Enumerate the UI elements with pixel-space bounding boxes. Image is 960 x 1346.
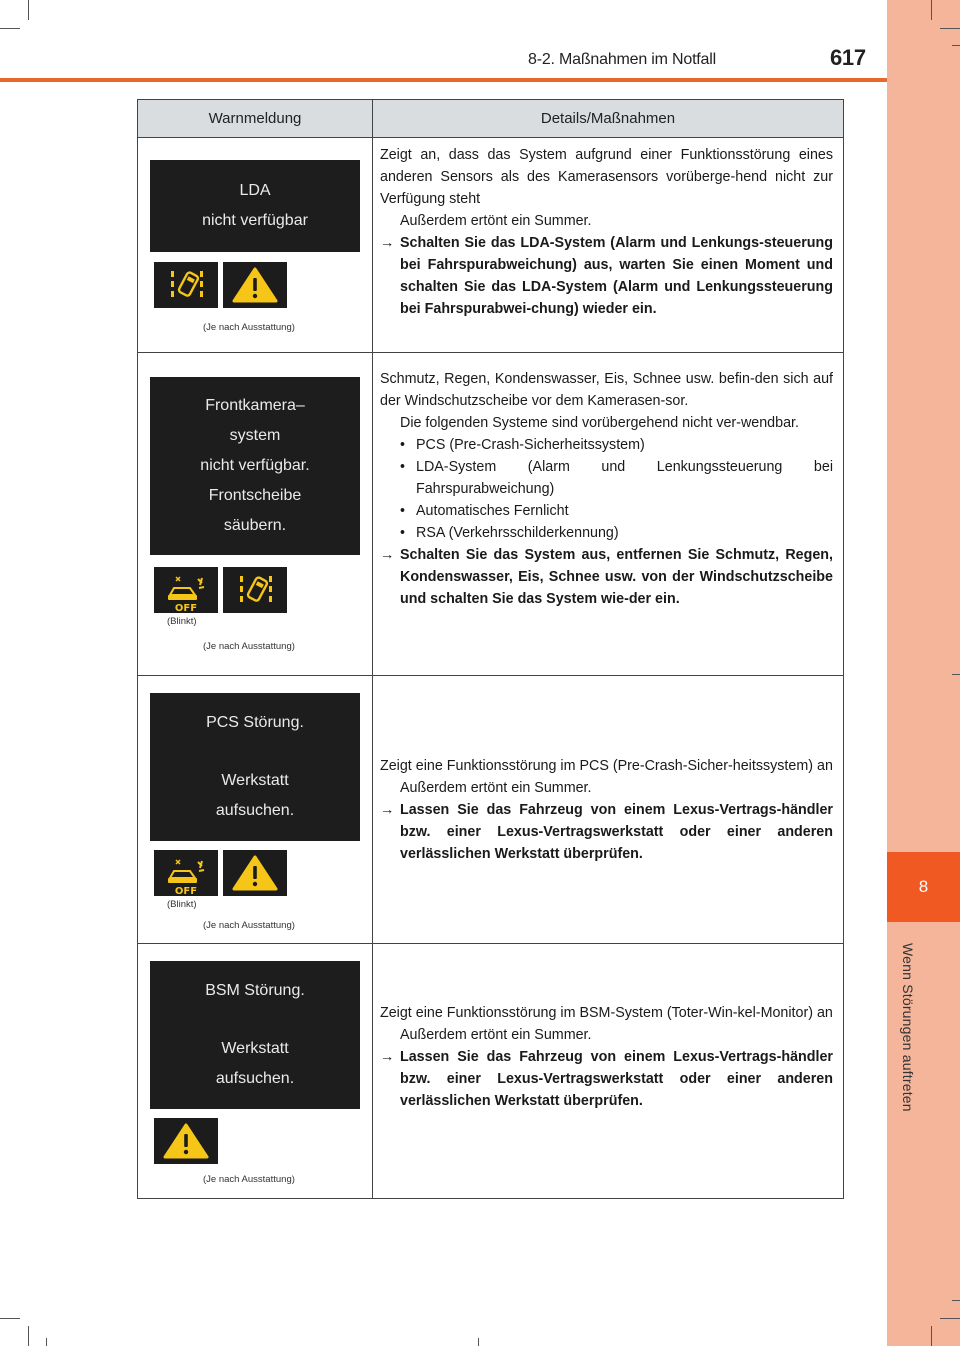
warning-cell bbox=[138, 353, 373, 675]
display-line: Werkstatt bbox=[221, 1040, 289, 1057]
warning-display bbox=[150, 160, 360, 252]
action-text: Schalten Sie das System aus, entfernen Sie Schmutz, Regen, Kondenswasser, Eis, Schnee usw. von der Windschutzscheibe und schalten Sie das System wie-der ein. bbox=[400, 547, 833, 607]
crop-mark bbox=[46, 1338, 47, 1346]
display-line: system bbox=[229, 427, 281, 444]
action-text: Lassen Sie das Fahrzeug von einem Lexus-Vertrags-händler bzw. einer Lexus-Vertragswerkstatt oder einer anderen verlässlichen Werkstatt überprüfen. bbox=[400, 801, 833, 862]
crop-mark bbox=[931, 1326, 932, 1346]
details-cell bbox=[373, 353, 843, 675]
warning-triangle-icon bbox=[154, 1118, 218, 1164]
buzzer-note: Außerdem ertönt ein Summer. bbox=[400, 779, 592, 796]
display-line: aufsuchen. bbox=[215, 802, 295, 819]
warning-cell bbox=[138, 944, 373, 1198]
warning-display bbox=[150, 693, 360, 841]
buzzer-note: Außerdem ertönt ein Summer. bbox=[400, 1027, 592, 1043]
display-line: Werkstatt bbox=[221, 772, 289, 789]
crop-mark bbox=[478, 1338, 479, 1346]
lane-departure-icon bbox=[223, 567, 287, 613]
section-title: 8-2. Maßnahmen im Notfall bbox=[528, 51, 716, 68]
column-header-warning: Warnmeldung bbox=[138, 100, 373, 137]
crop-mark bbox=[940, 1318, 960, 1319]
crop-mark bbox=[28, 0, 29, 20]
list-item: • Automatisches Fernlicht bbox=[380, 500, 833, 522]
action-item bbox=[380, 1046, 833, 1112]
svg-text:OFF: OFF bbox=[174, 603, 198, 613]
crop-mark bbox=[952, 45, 960, 46]
description-text: Zeigt eine Funktionsstörung im BSM-System (Toter-Win-kel-Monitor) an bbox=[380, 1005, 833, 1021]
crop-mark bbox=[931, 0, 932, 20]
display-line: BSM Störung. bbox=[205, 982, 305, 999]
display-line: PCS Störung. bbox=[206, 714, 304, 731]
warning-triangle-icon bbox=[223, 262, 287, 308]
arrow-icon: → bbox=[380, 1049, 395, 1065]
action-item bbox=[380, 232, 833, 320]
chapter-title: Wenn Störungen auftreten bbox=[900, 943, 916, 1112]
crop-mark bbox=[952, 674, 960, 675]
details-cell bbox=[373, 676, 843, 943]
warning-cell bbox=[138, 138, 373, 352]
crop-mark bbox=[0, 1318, 20, 1319]
list-item: • RSA (Verkehrsschilderkennung) bbox=[380, 522, 833, 544]
action-item bbox=[380, 544, 833, 610]
table-row bbox=[138, 138, 843, 353]
action-text: Schalten Sie das LDA-System (Alarm und Lenkungs-steuerung bei Fahrspurabweichung) aus, warten Sie einen Moment und schalten Sie das LDA-System (Alarm und Lenkungssteuerung bei Fahrspurabwei-chung) wieder ein. bbox=[400, 235, 833, 317]
bullet-icon: • bbox=[400, 437, 406, 453]
list-item: • PCS (Pre-Crash-Sicherheitssystem) bbox=[380, 434, 833, 456]
action-text: Lassen Sie das Fahrzeug von einem Lexus-Vertrags-händler bzw. einer Lexus-Vertragswerkstatt oder einer anderen verlässlichen Werkstatt überprüfen. bbox=[400, 1049, 833, 1109]
column-header-details: Details/Maßnahmen bbox=[540, 110, 676, 127]
warning-display bbox=[150, 377, 360, 555]
warning-triangle-icon bbox=[223, 850, 287, 896]
bullet-icon: • bbox=[400, 503, 406, 519]
list-item: • LDA-System (Alarm und Lenkungssteuerung bei Fahrspurabweichung) bbox=[380, 456, 833, 500]
equipment-note: (Je nach Ausstattung) bbox=[203, 641, 295, 652]
warning-cell bbox=[138, 676, 373, 943]
description-text: Zeigt an, dass das System aufgrund einer Funktionsstörung eines anderen Sensors als des Kamerasensors vorüberge-hend nicht zur Verfügung steht bbox=[380, 147, 833, 207]
bullet-icon: • bbox=[400, 525, 406, 541]
display-line: LDA bbox=[239, 182, 271, 199]
table-row bbox=[138, 676, 843, 944]
description-text: Schmutz, Regen, Kondenswasser, Eis, Schnee usw. befin-den sich auf der Windschutzscheibe vor dem Kamerasen-sor. bbox=[380, 371, 833, 409]
action-item bbox=[380, 799, 833, 865]
table-row bbox=[138, 353, 843, 676]
warning-display bbox=[150, 961, 360, 1109]
display-line: nicht verfügbar bbox=[202, 212, 308, 229]
systems-note: Die folgenden Systeme sind vorübergehend nicht ver-wendbar. bbox=[400, 415, 799, 431]
table-row bbox=[138, 944, 843, 1198]
crop-mark bbox=[940, 28, 960, 29]
crop-mark bbox=[28, 1326, 29, 1346]
crop-mark bbox=[0, 28, 20, 29]
chapter-number-tab: 8 bbox=[887, 852, 960, 922]
header-rule bbox=[0, 78, 887, 82]
display-line: aufsuchen. bbox=[215, 1070, 295, 1087]
svg-text:OFF: OFF bbox=[174, 886, 198, 896]
table-header-row bbox=[138, 100, 843, 138]
pcs-off-icon bbox=[154, 567, 218, 613]
display-line: nicht verfügbar. bbox=[200, 457, 310, 474]
equipment-note: (Je nach Ausstattung) bbox=[203, 1174, 295, 1185]
warning-message-table bbox=[137, 99, 844, 1199]
blink-note: (Blinkt) bbox=[167, 899, 197, 910]
arrow-icon: → bbox=[380, 547, 395, 563]
description-text: Zeigt eine Funktionsstörung im PCS (Pre-Crash-Sicher-heitssystem) an bbox=[380, 757, 833, 774]
display-line: Frontkamera– bbox=[205, 397, 305, 414]
page-number: 617 bbox=[830, 45, 866, 70]
bullet-icon: • bbox=[400, 459, 406, 475]
details-cell bbox=[373, 138, 843, 352]
crop-mark bbox=[952, 1300, 960, 1301]
equipment-note: (Je nach Ausstattung) bbox=[203, 920, 295, 931]
arrow-icon: → bbox=[380, 235, 395, 251]
pcs-off-icon bbox=[154, 850, 218, 896]
lane-departure-icon bbox=[154, 262, 218, 308]
equipment-note: (Je nach Ausstattung) bbox=[203, 322, 295, 333]
display-line: Frontscheibe bbox=[208, 487, 302, 504]
display-line: säubern. bbox=[223, 517, 287, 534]
buzzer-note: Außerdem ertönt ein Summer. bbox=[400, 213, 592, 229]
details-cell bbox=[373, 944, 843, 1198]
blink-note: (Blinkt) bbox=[167, 616, 197, 627]
arrow-icon: → bbox=[380, 801, 395, 818]
